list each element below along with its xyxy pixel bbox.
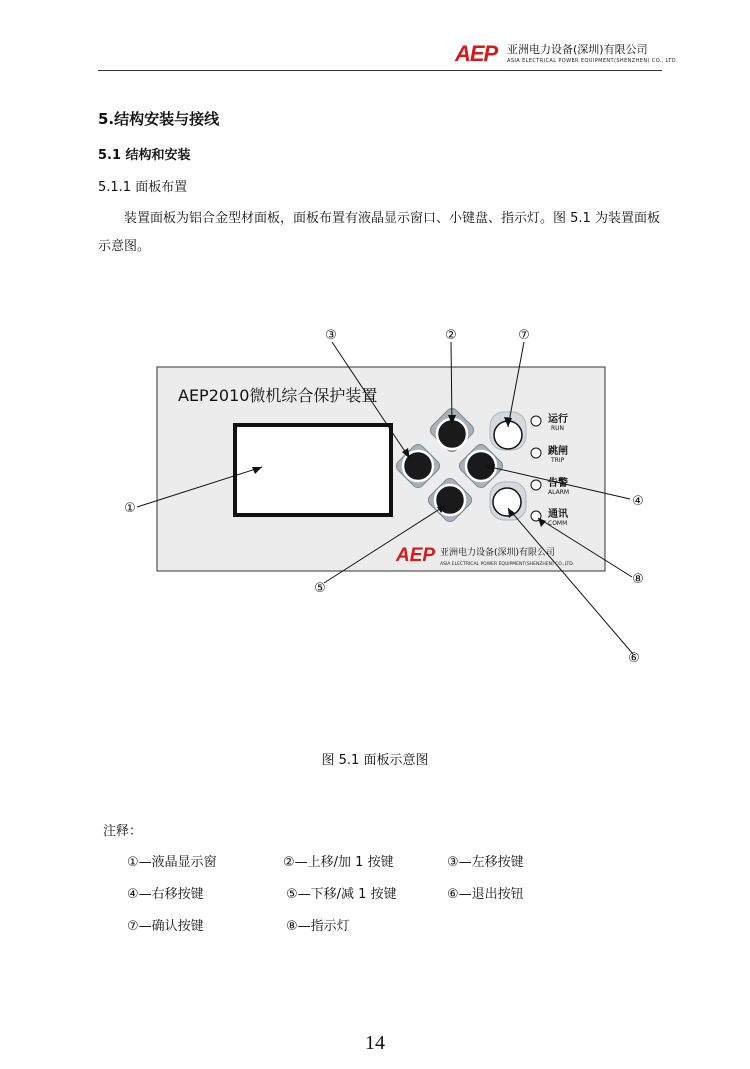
header-logo: AEP [455, 41, 498, 66]
callout-6: ⑥ [628, 651, 640, 666]
note-item: ⑤—下移/减 1 按键 [286, 887, 397, 902]
note-item: ②—上移/加 1 按键 [283, 855, 394, 870]
indicator-trip-en: TRIP [551, 457, 565, 464]
led-alarm [531, 480, 541, 490]
exit-key[interactable] [493, 488, 521, 516]
indicator-trip-cn: 跳闸 [548, 446, 568, 457]
panel-company-cn: 亚洲电力设备(深圳)有限公司 [440, 548, 556, 558]
header-company-cn: 亚洲电力设备(深圳)有限公司 [507, 43, 648, 56]
callout-2: ② [445, 328, 457, 343]
led-trip [531, 448, 541, 458]
section-title: 5.结构安装与接线 [98, 110, 220, 128]
callout-5: ⑤ [314, 581, 326, 596]
callout-4: ④ [632, 494, 644, 509]
note-item: ④—右移按键 [127, 887, 204, 902]
callout-7: ⑦ [518, 328, 530, 343]
note-item: ⑥—退出按钮 [447, 887, 524, 902]
callout-8: ⑧ [632, 572, 644, 587]
note-item: ①—液晶显示窗 [127, 855, 217, 870]
subsubsection-title: 5.1.1 面板布置 [98, 180, 188, 195]
note-item: ⑧—指示灯 [286, 919, 350, 934]
indicator-comm-cn: 通讯 [548, 509, 568, 520]
callout-1: ① [124, 501, 136, 516]
panel-company-en: ASIA ELECTRICAL POWER EQUIPMENT(SHENZHEN) CO.,LTD. [440, 562, 575, 567]
panel-logo: AEP [396, 545, 436, 566]
figure-caption: 图 5.1 面板示意图 [321, 753, 429, 768]
led-run [531, 416, 541, 426]
indicator-comm-en: COMM [548, 520, 568, 527]
page-number: 14 [365, 1032, 385, 1054]
indicator-alarm-en: ALARM [548, 489, 570, 496]
notes-title: 注释： [103, 824, 143, 839]
device-title: AEP2010微机综合保护装置 [178, 386, 378, 405]
header-company-en: ASIA ELECTRICAL POWER EQUIPMENT(SHENZHEN) CO., LTD. [507, 58, 678, 64]
indicator-alarm-cn: 告警 [548, 478, 568, 489]
subsection-title: 5.1 结构和安装 [98, 148, 191, 163]
note-item: ⑦—确认按键 [127, 919, 204, 934]
intro-paragraph: 装置面板为铝合金型材面板，面板布置有液晶显示窗口、小键盘、指示灯。图 5.1 为装置面板示意图。 [98, 211, 660, 254]
indicator-run-en: RUN [551, 425, 565, 432]
callout-3: ③ [325, 328, 337, 343]
indicator-run-cn: 运行 [548, 414, 568, 425]
note-item: ③—左移按键 [447, 855, 524, 870]
